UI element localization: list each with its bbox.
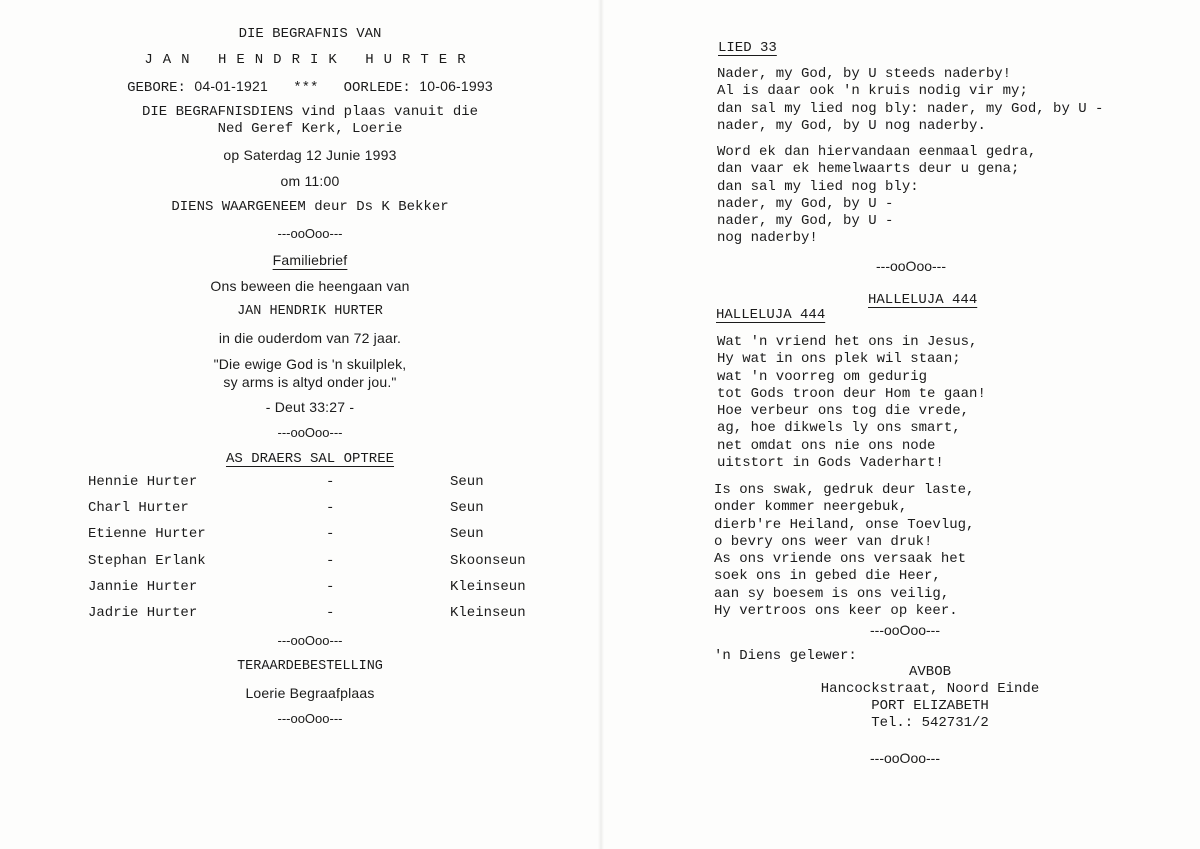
died-date: 10-06-1993 xyxy=(419,78,493,94)
verse-line: uitstort in Gods Vaderhart! xyxy=(717,455,944,472)
verse-line: nader, my God, by U - xyxy=(717,195,894,212)
bearer-row xyxy=(88,605,548,631)
verse-line: tot Gods troon deur Hom te gaan! xyxy=(717,385,986,402)
verse-line: As ons vriende ons versaak het xyxy=(714,551,967,568)
died-label: OORLEDE: xyxy=(343,80,411,96)
separator-2: ---ooOoo--- xyxy=(277,425,343,440)
born-label: GEBORE: xyxy=(127,80,186,96)
undertaker-phone: Tel.: 542731/2 xyxy=(871,715,989,731)
bearer-row xyxy=(88,474,548,500)
quote-line-1: "Die ewige God is 'n skuilplek, xyxy=(213,356,407,372)
hymn-2-verse-1 xyxy=(717,334,986,472)
bearer-dash: - xyxy=(326,578,335,595)
born-date: 04-01-1921 xyxy=(194,78,268,94)
verse-line: nader, my God, by U - xyxy=(717,213,894,230)
bearer-dash: - xyxy=(326,474,335,490)
burial-heading: TERAARDEBESTELLING xyxy=(237,659,383,674)
separator-right-3: ---ooOoo--- xyxy=(870,750,941,766)
bearer-relation: Seun xyxy=(450,526,484,543)
hymn-2-title-left: HALLELUJA 444 xyxy=(716,307,826,323)
verse-line: dierb're Heiland, onse Toevlug, xyxy=(714,516,975,533)
verse-line: soek ons in gebed die Heer, xyxy=(714,568,941,585)
undertaker-city: PORT ELIZABETH xyxy=(871,698,989,714)
bearer-row xyxy=(88,500,548,526)
left-page xyxy=(40,0,580,849)
verse-line: dan vaar ek hemelwaarts deur u gena; xyxy=(717,161,1020,178)
bearer-dash: - xyxy=(326,526,335,543)
service-by-label: 'n Diens gelewer: xyxy=(714,648,857,664)
separator-3: ---ooOoo--- xyxy=(277,633,343,648)
quote-line-2: sy arms is altyd onder jou." xyxy=(223,374,397,390)
verse-line: Word ek dan hiervandaan eenmaal gedra, xyxy=(717,144,1037,160)
bearer-dash: - xyxy=(326,500,335,517)
verse-line: Nader, my God, by U steeds naderby! xyxy=(717,66,1012,82)
separator-right-1: ---ooOoo--- xyxy=(876,258,947,274)
cemetery-name: Loerie Begraafplaas xyxy=(245,685,375,701)
bearer-name: Jannie Hurter xyxy=(88,578,198,595)
verse-line: nog naderby! xyxy=(717,230,818,247)
verse-line: ag, hoe dikwels ly ons smart, xyxy=(717,420,961,437)
undertaker-name: AVBOB xyxy=(908,664,951,680)
verse-line: Is ons swak, gedruk deur laste, xyxy=(714,482,975,498)
mourn-line: Ons beween die heengaan van xyxy=(210,278,410,294)
verse-line: Al is daar ook 'n kruis nodig vir my; xyxy=(717,83,1028,100)
hymn-1-title: LIED 33 xyxy=(718,40,777,56)
hymn-2-title-right: HALLELUJA 444 xyxy=(868,292,978,308)
hymn-1-verse-2 xyxy=(717,144,1036,248)
verse-line: net omdat ons nie ons node xyxy=(717,437,936,454)
bearer-name: Etienne Hurter xyxy=(88,526,206,543)
verse-line: Hy wat in ons plek wil staan; xyxy=(717,351,961,368)
right-page xyxy=(700,0,1160,849)
service-time: om 11:00 xyxy=(280,173,340,189)
officiant-line: DIENS WAARGENEEM deur Ds K Bekker xyxy=(171,199,449,215)
verse-line: o bevry ons weer van druk! xyxy=(714,533,933,550)
service-date: op Saterdag 12 Junie 1993 xyxy=(223,147,397,163)
verse-line: aan sy boesem is ons veilig, xyxy=(714,585,950,602)
bearers-heading: AS DRAERS SAL OPTREE xyxy=(225,451,395,467)
verse-line: dan sal my lied nog bly: xyxy=(717,178,919,195)
verse-line: Wat 'n vriend het ons in Jesus, xyxy=(717,334,978,350)
separator-1: ---ooOoo--- xyxy=(277,226,343,241)
bearer-row xyxy=(88,526,548,552)
bearer-name: Hennie Hurter xyxy=(88,474,198,490)
funeral-heading: DIE BEGRAFNIS VAN xyxy=(238,26,382,42)
birth-death-line xyxy=(40,78,580,96)
hymn-1-verse-1 xyxy=(717,66,1103,135)
bearer-dash: - xyxy=(326,604,335,621)
verse-line: wat 'n voorreg om gedurig xyxy=(717,368,928,385)
family-heading: Familiebrief xyxy=(272,252,348,268)
service-line-1: DIE BEGRAFNISDIENS vind plaas vanuit die xyxy=(141,104,479,120)
bearer-name: Jadrie Hurter xyxy=(88,604,198,621)
deceased-name-spaced: JAN HENDRIK HURTER xyxy=(144,52,476,68)
bearer-relation: Seun xyxy=(450,474,484,490)
verse-line: dan sal my lied nog bly: nader, my God, by U - xyxy=(717,100,1104,117)
bearer-relation: Seun xyxy=(450,500,484,517)
bearer-row xyxy=(88,553,548,579)
verse-line: nader, my God, by U nog naderby. xyxy=(717,117,986,134)
stars-separator: *** xyxy=(293,80,319,96)
verse-line: Hoe verbeur ons tog die vrede, xyxy=(717,403,970,420)
separator-4: ---ooOoo--- xyxy=(277,711,343,726)
bearer-dash: - xyxy=(326,552,335,569)
verse-line: Hy vertroos ons keer op keer. xyxy=(714,603,958,620)
bearers-list xyxy=(88,474,548,631)
bearer-row xyxy=(88,579,548,605)
mourn-name: JAN HENDRIK HURTER xyxy=(237,304,383,319)
center-fold xyxy=(598,0,604,849)
bearer-relation: Kleinseun xyxy=(450,604,526,621)
undertaker-street: Hancockstraat, Noord Einde xyxy=(820,681,1040,697)
bearer-relation: Kleinseun xyxy=(450,578,526,595)
separator-right-2: ---ooOoo--- xyxy=(870,622,941,638)
quote-reference: - Deut 33:27 - xyxy=(265,399,355,415)
verse-line: onder kommer neergebuk, xyxy=(714,499,908,516)
bearer-name: Stephan Erlank xyxy=(88,552,206,569)
age-line: in die ouderdom van 72 jaar. xyxy=(218,330,402,346)
service-line-2: Ned Geref Kerk, Loerie xyxy=(217,121,403,137)
bearer-relation: Skoonseun xyxy=(450,552,526,569)
bearer-name: Charl Hurter xyxy=(88,500,189,517)
hymn-2-verse-2 xyxy=(714,482,974,620)
